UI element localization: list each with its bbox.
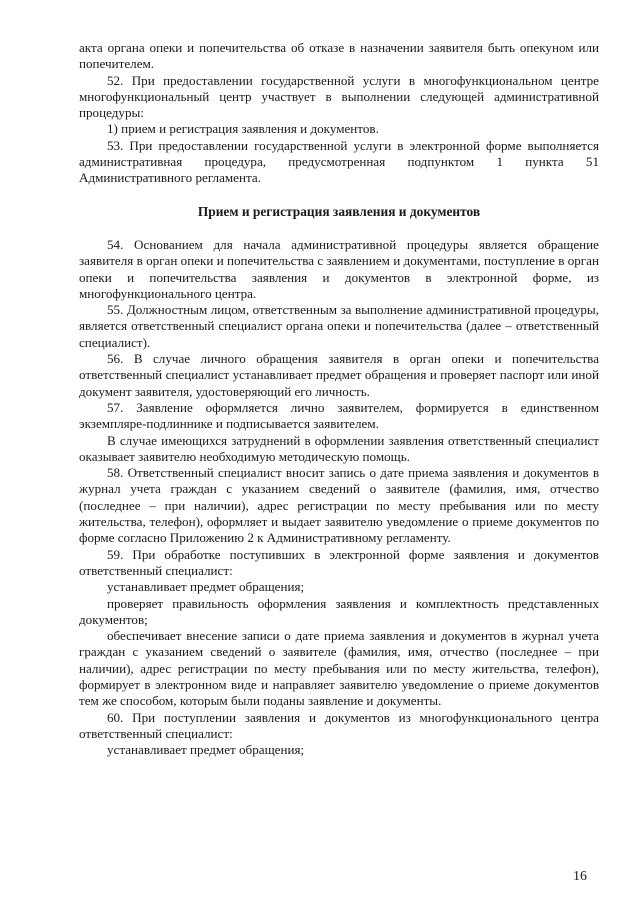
paragraph-53: 53. При предоставлении государственной услуги в электронной форме выполняется административная процедура, предусмотренная подпунктом 1 пункта 51 Административного регламента.	[79, 137, 599, 186]
document-body	[79, 40, 599, 758]
paragraph-56: 56. В случае личного обращения заявителя в орган опеки и попечительства ответственный специалист устанавливает предмет обращения и проверяет паспорт или иной документ заявителя, удостоверяющий его личность.	[79, 351, 599, 399]
paragraph-60: 60. При поступлении заявления и документов из многофункционального центра ответственный специалист:	[79, 709, 599, 741]
section-heading: Прием и регистрация заявления и документов	[197, 203, 481, 219]
paragraph-60-item-a: устанавливает предмет обращения;	[107, 742, 305, 758]
page-number: 16	[573, 869, 587, 884]
paragraph-59-item-a: устанавливает предмет обращения;	[107, 579, 305, 595]
paragraph-57: 57. Заявление оформляется лично заявителем, формируется в единственном экземпляре-подлиннике и подписывается заявителем.	[79, 399, 599, 432]
paragraph-59-item-b: проверяет правильность оформления заявления и комплектность представленных документов;	[79, 595, 599, 627]
paragraph-57-continuation: В случае имеющихся затруднений в оформлении заявления ответственный специалист оказывает заявителю необходимую методическую помощь.	[79, 432, 599, 464]
paragraph-continuation: акта органа опеки и попечительства об отказе в назначении заявителя быть опекуном или попечителем.	[79, 40, 599, 72]
paragraph-55: 55. Должностным лицом, ответственным за выполнение административной процедуры, является ответственный специалист органа опеки и попечительства (далее – ответственный специалист).	[79, 302, 599, 350]
paragraph-59: 59. При обработке поступивших в электронной форме заявления и документов ответственный специалист:	[79, 546, 599, 578]
paragraph-54: 54. Основанием для начала административной процедуры является обращение заявителя в орган опеки и попечительства с заявлением и документами, поступление в орган опеки и попечительства заявления и документов в электронной форме, из многофункционального центра.	[79, 236, 599, 301]
paragraph-59-item-c: обеспечивает внесение записи о дате приема заявления и документов в журнал учета граждан с указанием сведений о заявителе (фамилия, имя, отчество (последнее – при наличии), адрес регистрации по месту пребывания или по месту жительства, телефон), формирует в электронном виде и направляет заявителю уведомление о приеме документов тем же способом, которым были поданы заявление и документы.	[79, 628, 599, 709]
paragraph-52-item-1: 1) прием и регистрация заявления и документов.	[107, 121, 379, 137]
paragraph-58: 58. Ответственный специалист вносит запись о дате приема заявления и документов в журнал учета граждан с указанием сведений о заявителе (фамилия, имя, отчество (последнее – при наличии), адрес регистрации по месту пребывания или по месту жительства, телефон), оформляет и выдает заявителю уведомление о приеме документов по форме согласно Приложению 2 к Административному регламенту.	[79, 465, 599, 546]
paragraph-52: 52. При предоставлении государственной услуги в многофункциональном центре многофункциональный центр участвует в выполнении следующей административной процедуры:	[79, 72, 599, 121]
